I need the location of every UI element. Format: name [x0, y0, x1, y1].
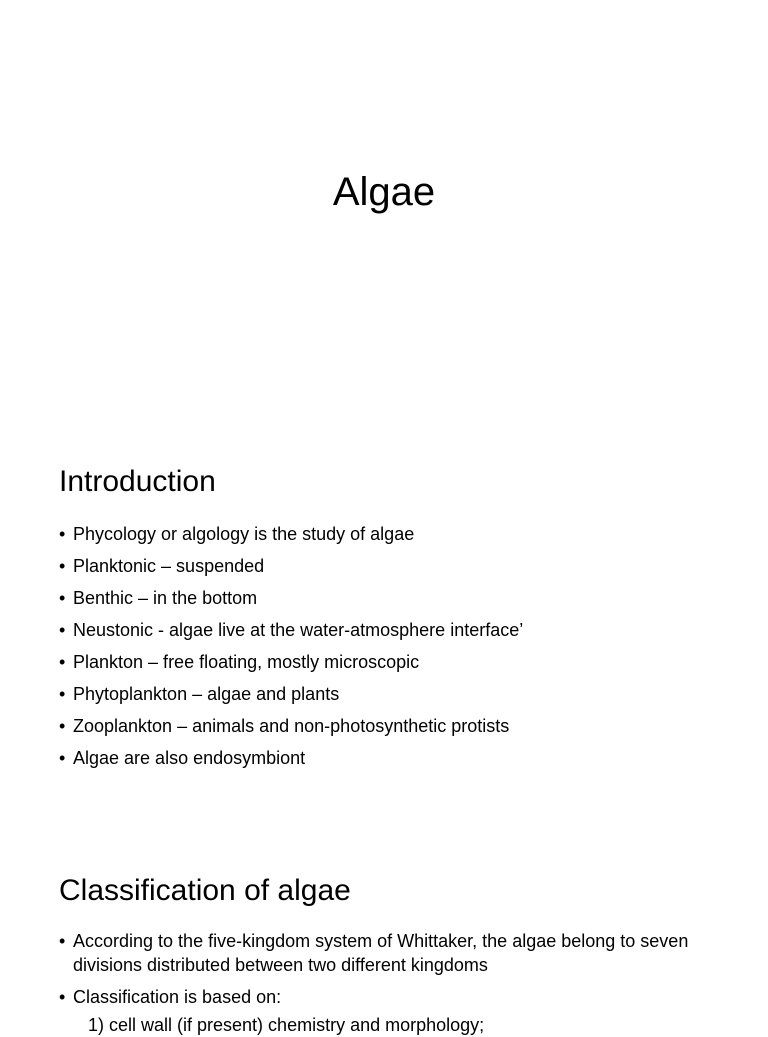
bullet-icon: •: [59, 931, 66, 951]
bullet-item: [59, 985, 699, 1009]
bullet-icon: •: [59, 987, 66, 1007]
bullet-icon: •: [59, 588, 66, 608]
bullet-text: Phytoplankton – algae and plants: [73, 684, 340, 704]
bullet-text: Zooplankton – animals and non-photosynthetic protists: [73, 716, 510, 736]
bullet-text: Planktonic – suspended: [73, 556, 265, 576]
bullet-icon: •: [59, 716, 66, 736]
bullet-text: According to the five-kingdom system of Whittaker, the algae belong to seven divisions distributed between two different kingdoms: [73, 931, 689, 975]
bullet-icon: •: [59, 652, 66, 672]
classification-bullet-list: [59, 929, 699, 1017]
bullet-text: Plankton – free floating, mostly microscopic: [73, 652, 420, 672]
bullet-text: Algae are also endosymbiont: [73, 748, 306, 768]
bullet-icon: •: [59, 684, 66, 704]
slide-title: Algae: [332, 170, 436, 214]
bullet-icon: •: [59, 620, 66, 640]
introduction-heading: Introduction: [59, 465, 216, 498]
bullet-icon: •: [59, 524, 66, 544]
bullet-text: Neustonic - algae live at the water-atmosphere interface’: [73, 620, 524, 640]
classification-sub-item: 1) cell wall (if present) chemistry and morphology;: [88, 1015, 485, 1035]
bullet-item: [59, 929, 699, 977]
bullet-text: Benthic – in the bottom: [73, 588, 258, 608]
bullet-text: Phycology or algology is the study of algae: [73, 524, 415, 544]
bullet-text: Classification is based on:: [73, 987, 282, 1007]
bullet-icon: •: [59, 748, 66, 768]
classification-heading: Classification of algae: [59, 874, 351, 907]
bullet-icon: •: [59, 556, 66, 576]
